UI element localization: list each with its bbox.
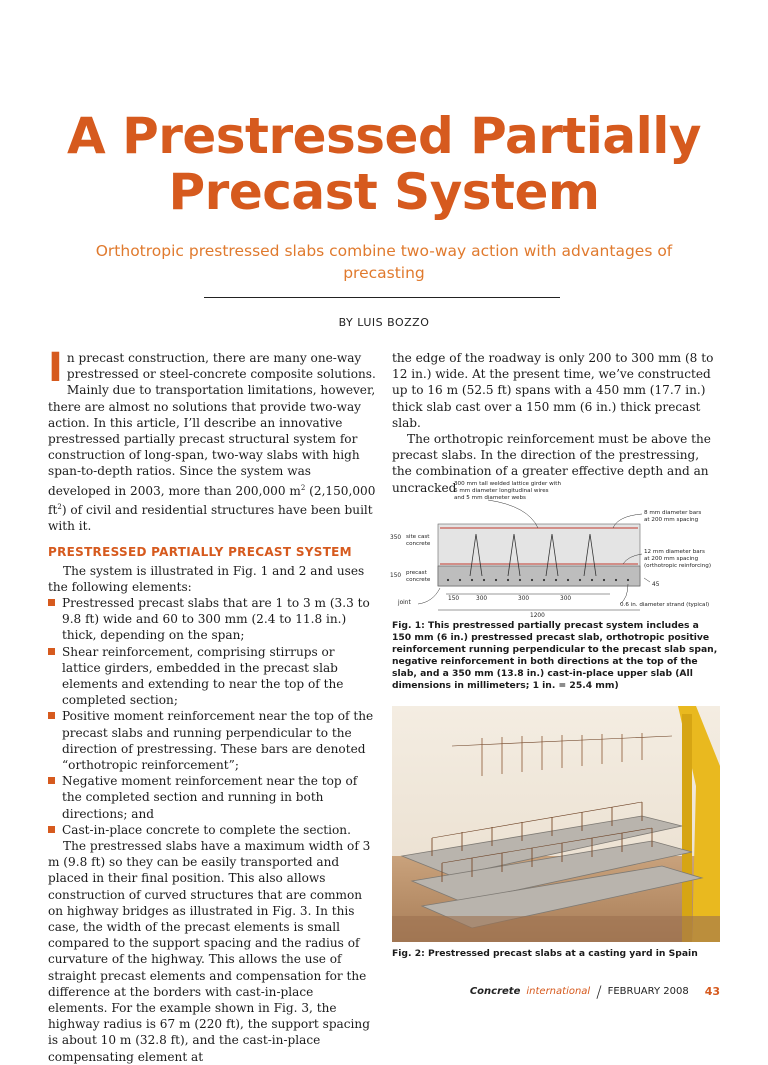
- bullet-square-icon: [48, 777, 55, 784]
- bullet-square-icon: [48, 712, 55, 719]
- site-cast-label: site cast: [406, 534, 430, 540]
- list-item: [48, 644, 376, 709]
- drop-cap: I: [48, 345, 63, 391]
- precast-slab: [438, 566, 640, 586]
- list-item: [48, 595, 376, 644]
- dimension-150: 150: [390, 573, 402, 579]
- precast-label: concrete: [406, 577, 431, 583]
- list-item-text: Prestressed precast slabs that are 1 to 3 m (3.3 to 9.8 ft) wide and 60 to 300 mm (2.4 to 11.8 in.) thick, depending on the span;: [62, 595, 370, 643]
- svg-text:6 mm diameter longitudinal wir: [454, 488, 549, 494]
- title-line-1: A Prestressed Partially: [66, 107, 702, 165]
- site-cast-label: concrete: [406, 541, 431, 547]
- title-divider: [204, 297, 560, 298]
- bar-8mm-label: 8 mm diameter bars: [644, 510, 702, 516]
- bullet-square-icon: [48, 599, 55, 606]
- article-title: [0, 108, 768, 220]
- bar-12mm-label: 12 mm diameter bars: [644, 549, 705, 555]
- column-right: [392, 350, 720, 496]
- byline: BY LUIS BOZZO: [338, 316, 430, 329]
- figure-2-photo: [392, 706, 720, 942]
- dimension-350: 350: [390, 535, 402, 541]
- magazine-brand-suffix: international: [526, 986, 591, 997]
- body-paragraph: The system is illustrated in Fig. 1 and 2 and uses the following elements:: [48, 563, 365, 594]
- bar-12mm-label: at 200 mm spacing: [644, 556, 699, 562]
- list-item: [48, 822, 376, 838]
- list-item-text: Cast-in-place concrete to complete the section.: [62, 822, 351, 837]
- title-line-2: Precast System: [168, 163, 600, 221]
- article-subtitle: Orthotropic prestressed slabs combine two-way action with advantages of precasting: [95, 242, 673, 282]
- superscript: 2: [57, 502, 62, 511]
- list-item-text: Negative moment reinforcement near the top of the completed section and running in both directions; and: [62, 774, 358, 821]
- list-item-text: Shear reinforcement, comprising stirrups or lattice girders, embedded in the precast slab elements and extending to near the top of the completed section;: [62, 644, 344, 708]
- intro-text-end: ) of civil and residential structures have been built with it.: [48, 502, 373, 534]
- figure-1-caption: Fig. 1: This prestressed partially precast system includes a 150 mm (6 in.) prestressed precast slab, orthotropic positive reinforcement running perpendicular to the precast slab span, negative reinforcement in both directions at the top of the slab, and a 350 mm (13.8 in.) cast-in-place upper slab (All dimensions in millimeters; 1 in. = 25.4 mm): [392, 620, 718, 691]
- list-item: [48, 708, 376, 773]
- dimension-1200: 1200: [530, 613, 545, 618]
- intro-text-mid: (2,150,000 ft: [48, 483, 376, 517]
- lattice-label-line: and 5 mm diameter webs: [454, 495, 526, 501]
- column-left: [48, 345, 376, 1065]
- page-footer: [470, 982, 720, 1001]
- body-paragraph: the edge of the roadway is only 200 to 300 mm (8 to 12 in.) wide. At the present time, we’ve constructed up to 16 m (52.5 ft) spans with a 450 mm (17.7 in.) thick slab cast over a 150 mm (6 in.) thick precast slab.: [392, 351, 714, 430]
- superscript: 2: [300, 483, 306, 492]
- bullet-square-icon: [48, 648, 55, 655]
- bar-8mm-label: at 200 mm spacing: [644, 517, 699, 523]
- dimension-label: 300: [518, 596, 530, 602]
- body-paragraph: The prestressed slabs have a maximum width of 3 m (9.8 ft) so they can be easily transported and placed in their final position. This also allows construction of curved structures that are common on highway bridges as illustrated in Fig. 3. In this case, the width of the precast elements is small compared to the support spacing and the radius of curvature of the highway. This allows the use of straight precast elements and compensation for the difference at the borders with cast-in-place elements. For the example shown in Fig. 3, the highway radius is 67 m (220 ft), the support spacing is about 10 m (32.8 ft), and the cast-in-place compensating element at: [48, 838, 371, 1064]
- intro-text: n precast construction, there are many one-way prestressed or steel-concrete composite solutions. Mainly due to transportation limitations, however, there are almost no solutions that provide two-way action. In this article, I’ll describe an innovative prestressed partially precast structural system for construction of long-span, two-way slabs with high span-to-depth ratios. Since the system was developed in 2003, more than 200,000 m: [48, 351, 376, 498]
- dimension-label: 300: [560, 596, 572, 602]
- dimension-tick: [644, 578, 650, 582]
- precast-label: precast: [406, 570, 427, 576]
- figure-1-section-diagram: [388, 476, 724, 618]
- lattice-label-line: 300 mm tall welded lattice girder with: [454, 481, 561, 487]
- lattice-label-line: 6 mm diameter longitudinal wires: [454, 488, 549, 494]
- leader-line: [418, 588, 440, 604]
- figure-2-caption: Fig. 2: Prestressed precast slabs at a casting yard in Spain: [392, 948, 698, 959]
- body-paragraph: The orthotropic reinforcement must be above the precast slabs. In the direction of the prestressing, the combination of a greater effective depth and an uncracked: [392, 432, 711, 495]
- joint-label: joint: [398, 600, 411, 606]
- bar-12mm-label: (orthotropic reinforcing): [644, 563, 712, 569]
- dimension-label: 300: [476, 596, 488, 602]
- bullet-square-icon: [48, 826, 55, 833]
- list-item: [48, 773, 376, 822]
- dimension-label: 150: [448, 596, 460, 602]
- magazine-brand: Concrete: [469, 986, 521, 997]
- page-number: 43: [704, 985, 720, 998]
- leader-line: [620, 584, 628, 604]
- issue-date: FEBRUARY 2008: [607, 986, 689, 997]
- footer-separator: /: [596, 982, 602, 1001]
- section-heading: PRESTRESSED PARTIALLY PRECAST SYSTEM: [48, 545, 352, 560]
- list-item-text: Positive moment reinforcement near the top of the precast slabs and running perpendicular to the direction of prestressing. These bars are denoted “orthotropic reinforcement”;: [62, 709, 374, 772]
- element-list: [48, 595, 376, 838]
- intro-paragraph: [48, 345, 376, 534]
- strand-label: 0.6 in. diameter strand (typical): [620, 602, 710, 608]
- svg-text:300 mm tall welded lattice gir: [454, 481, 561, 487]
- dimension-45: 45: [652, 582, 660, 588]
